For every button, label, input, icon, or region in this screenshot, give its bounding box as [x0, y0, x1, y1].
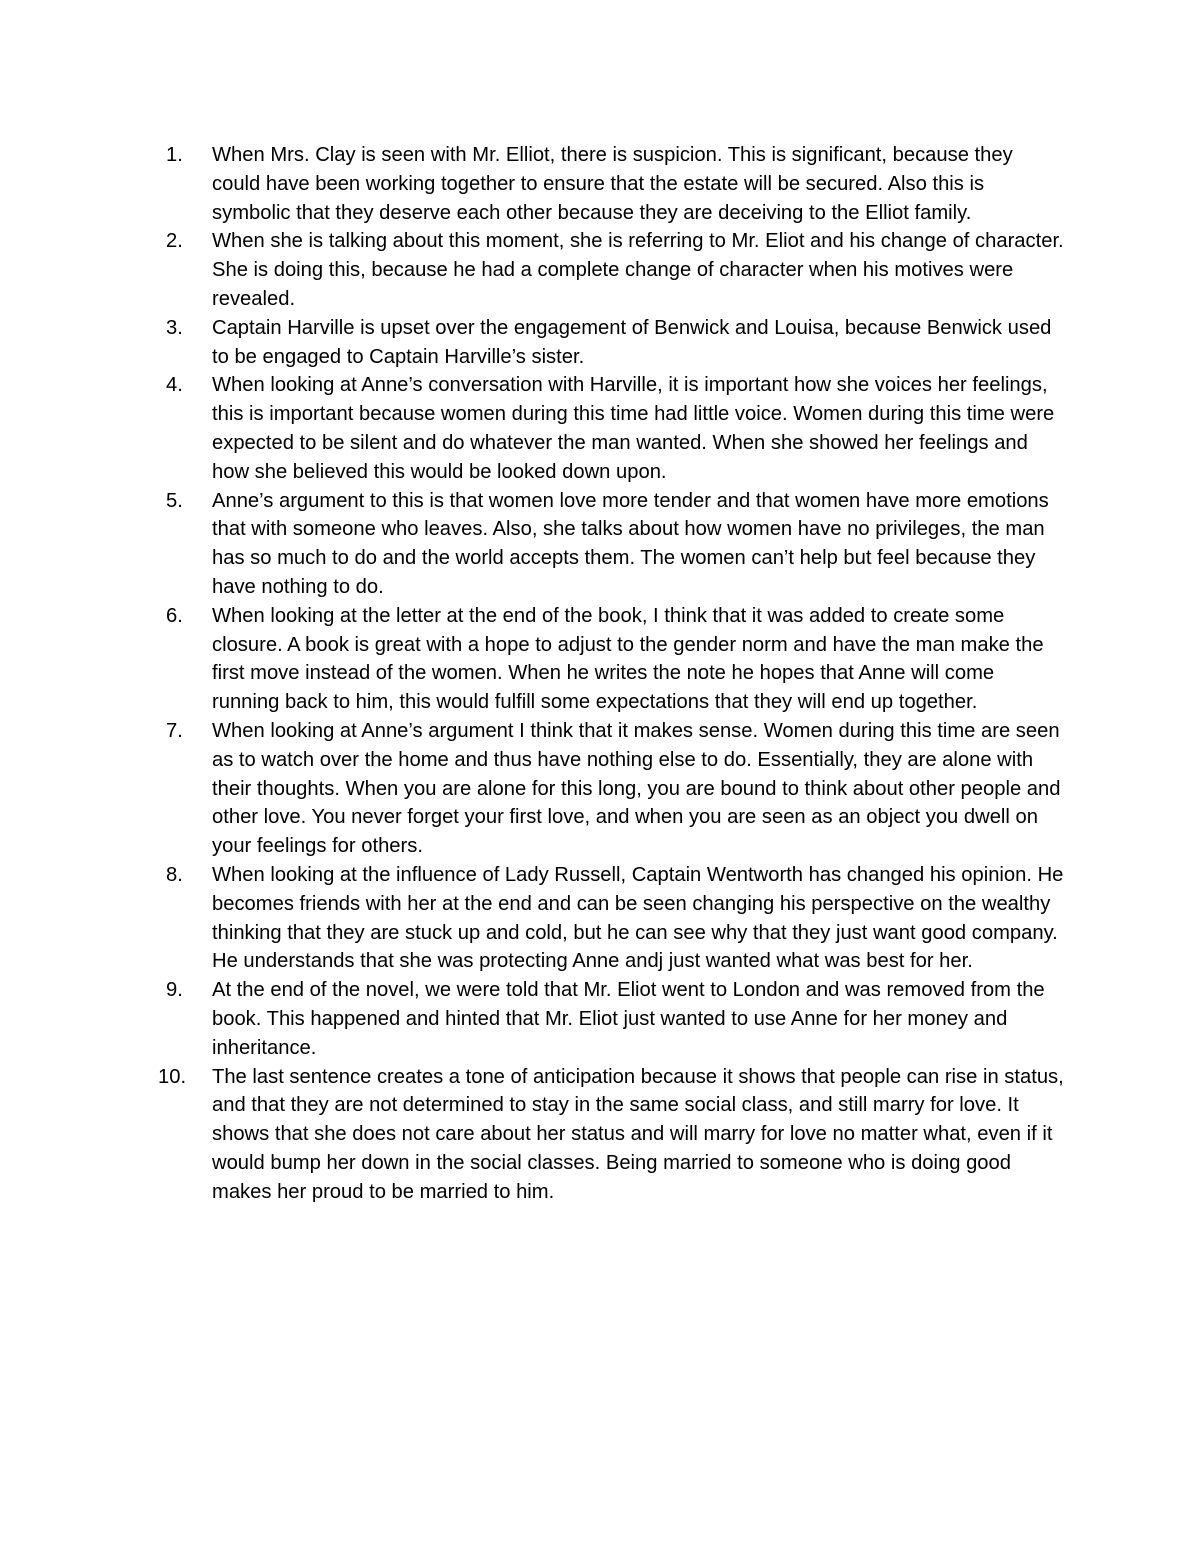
answer-item-7 [166, 717, 1066, 861]
item-text: Captain Harville is upset over the engagement of Benwick and Louisa, because Benwick used to be engaged to Captain Harville’s sister. [212, 316, 1052, 368]
answer-item-2 [166, 227, 1066, 313]
answer-item-4 [166, 371, 1066, 486]
item-text: When looking at the influence of Lady Russell, Captain Wentworth has changed his opinion. He becomes friends with her at the end and can be seen changing his perspective on the wealthy thinking that they are stuck up and cold, but he can see why that they just want good company. He understands that she was protecting Anne andj just wanted what was best for her. [212, 863, 1064, 973]
item-number: 6. [166, 604, 183, 627]
answer-item-8 [166, 861, 1066, 976]
item-text: The last sentence creates a tone of anticipation because it shows that people can rise in status, and that they are not determined to stay in the same social class, and still marry for love. It shows that she does not care about her status and will marry for love no matter what, even if it would bump her down in the social classes. Being married to someone who is doing good makes her proud to be married to him. [212, 1065, 1064, 1203]
item-number: 3. [166, 316, 183, 339]
item-text: When looking at the letter at the end of the book, I think that it was added to create some closure. A book is great with a hope to adjust to the gender norm and have the man make the first move instead of the women. When he writes the note he hopes that Anne will come running back to him, this would fulfill some expectations that they will end up together. [212, 604, 1044, 714]
item-number: 7. [166, 719, 183, 742]
item-number: 4. [166, 374, 183, 397]
item-text: At the end of the novel, we were told that Mr. Eliot went to London and was removed from the book. This happened and hinted that Mr. Eliot just wanted to use Anne for her money and inheritance. [212, 979, 1045, 1059]
item-number: 9. [166, 979, 183, 1002]
item-number: 1. [166, 144, 183, 166]
answer-item-5 [166, 487, 1066, 602]
item-text: When looking at Anne’s argument I think that it makes sense. Women during this time are seen as to watch over the home and thus have nothing else to do. Essentially, they are alone with their thoughts. When you are alone for this long, you are bound to think about other people and other love. You never forget your first love, and when you are seen as an object you dwell on your feelings for others. [212, 719, 1061, 858]
answer-list [158, 141, 1066, 1206]
item-text: When she is talking about this moment, she is referring to Mr. Eliot and his change of character. She is doing this, because he had a complete change of character when his motives were revealed. [212, 230, 1064, 310]
answer-item-3 [166, 314, 1066, 372]
item-text: Anne’s argument to this is that women love more tender and that women have more emotions that with someone who leaves. Also, she talks about how women have no privileges, the man has so much to do and the world accepts them. The women can’t help but feel because they have nothing to do. [212, 489, 1049, 598]
answer-item-9 [166, 976, 1066, 1062]
item-number: 2. [166, 230, 183, 253]
item-text: When Mrs. Clay is seen with Mr. Elliot, there is suspicion. This is significant, because they could have been working together to ensure that the estate will be secured. Also this is symbolic that they deserve each other because they are deceiving to the Elliot family. [212, 144, 1013, 224]
item-number: 10. [158, 1065, 187, 1088]
item-text: When looking at Anne’s conversation with Harville, it is important how she voices her feelings, this is important because women during this time had little voice. Women during this time were expected to be silent and do whatever the man wanted. When she showed her feelings and how she believed this would be looked down upon. [212, 374, 1055, 483]
answer-item-6 [166, 602, 1066, 717]
item-number: 5. [166, 489, 183, 512]
answer-item-1 [166, 141, 1066, 227]
answer-item-10 [158, 1063, 1066, 1207]
item-number: 8. [166, 863, 183, 886]
